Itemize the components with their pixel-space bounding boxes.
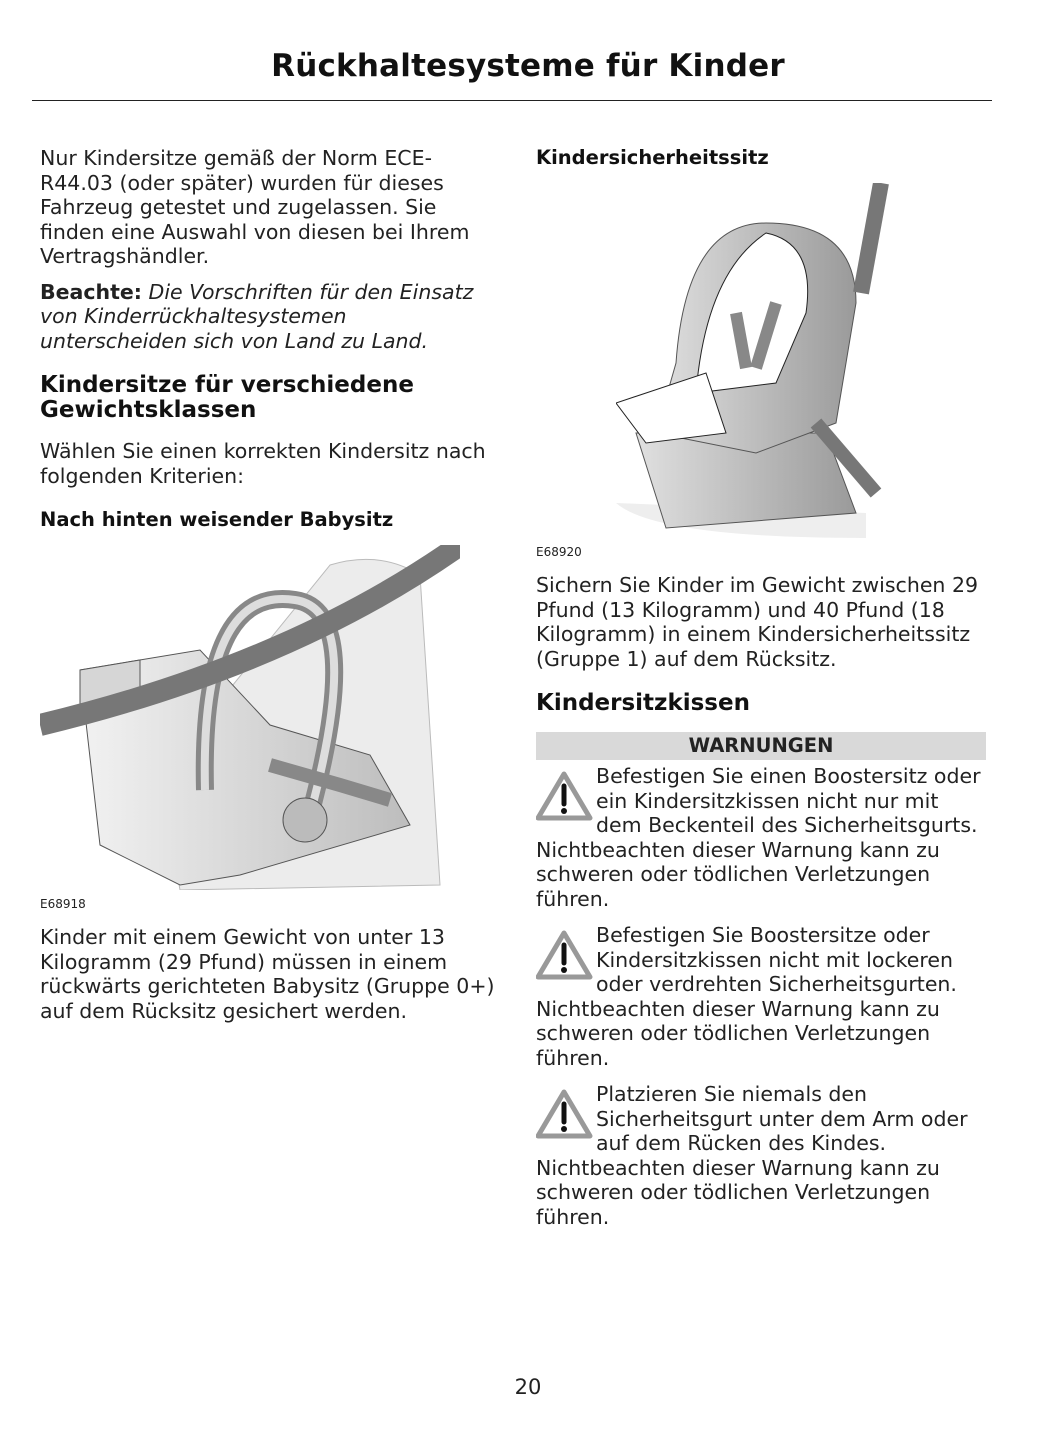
warning-item [536, 764, 986, 911]
criteria-paragraph: Wählen Sie einen korrekten Kindersitz nach folgenden Kriterien: [40, 439, 486, 488]
figure-id: E68918 [40, 897, 86, 911]
warnings-header: WARNUNGEN [536, 732, 986, 760]
warning-item [536, 1082, 986, 1229]
note-label: Beachte: [40, 279, 143, 304]
page-title: Rückhaltesysteme für Kinder [271, 48, 785, 84]
subheading-babysitz: Nach hinten weisender Babysitz [40, 508, 394, 531]
babysitz-caption: Kinder mit einem Gewicht von unter 13 Kilogramm (29 Pfund) müssen in einem rückwärts gerichteten Babysitz (Gruppe 0+) auf dem Rücksitz gesichert werden. [40, 925, 495, 1023]
kindersicherheitssitz-illustration [616, 183, 986, 544]
kindersicherheitssitz-caption: Sichern Sie Kinder im Gewicht zwischen 29 Pfund (13 Kilogramm) und 40 Pfund (18 Kilogramm) in einem Kindersicherheitssitz (Gruppe 1) auf dem Rücksitz. [536, 573, 979, 671]
warning-text: Platzieren Sie niemals den Sicherheitsgurt unter dem Arm oder auf dem Rücken des Kindes. Nichtbeachten dieser Warnung kann zu schweren oder tödlichen Verletzungen führen. [536, 1082, 968, 1229]
title-divider [32, 100, 992, 101]
warning-triangle-icon [536, 923, 596, 995]
note [40, 280, 498, 354]
babysitz-illustration [40, 545, 498, 896]
warning-text: Befestigen Sie einen Boostersitz oder ein Kindersitzkissen nicht nur mit dem Beckenteil des Sicherheitsgurts. Nichtbeachten dieser Warnung kann zu schweren oder tödlichen Verletzungen führen. [536, 764, 981, 911]
warning-triangle-icon [536, 764, 596, 836]
section-heading: Kindersitze für verschiedene Gewichtsklassen [40, 372, 414, 423]
warning-item [536, 923, 986, 1070]
warning-text: Befestigen Sie Boostersitze oder Kindersitzkissen nicht mit lockeren oder verdrehten Sicherheitsgurten. Nichtbeachten dieser Warnung kann zu schweren oder tödlichen Verletzungen führen. [536, 923, 957, 1070]
intro-paragraph: Nur Kindersitze gemäß der Norm ECE-R44.03 (oder später) wurden für dieses Fahrzeug getestet und zugelassen. Sie finden eine Auswahl von diesen bei Ihrem Vertragshändler. [40, 146, 470, 268]
figure-id: E68920 [536, 545, 582, 559]
page-number: 20 [514, 1375, 542, 1399]
warning-triangle-icon [536, 1082, 596, 1154]
subheading-kindersicherheitssitz: Kindersicherheitssitz [536, 146, 769, 169]
right-column [536, 146, 986, 1241]
note-text: Die Vorschriften für den Einsatz von Kinderrückhaltesystemen unterscheiden sich von Land zu Land. [40, 279, 474, 353]
left-column [40, 146, 498, 1034]
section-heading-kindersitzkissen: Kindersitzkissen [536, 690, 750, 716]
